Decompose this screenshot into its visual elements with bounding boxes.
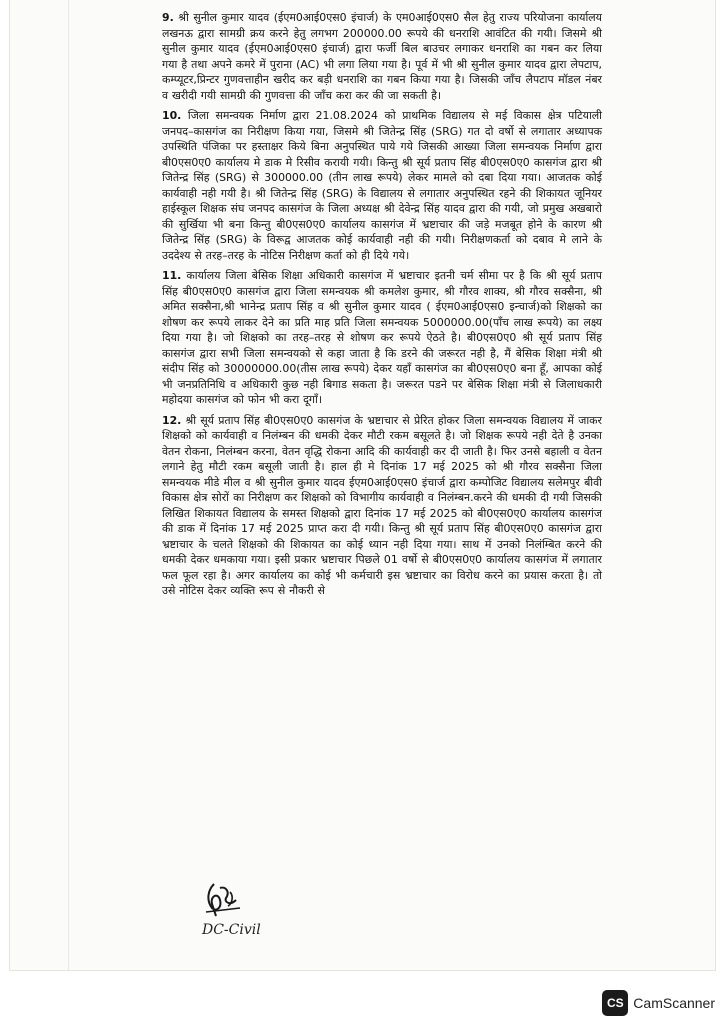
paragraph-12 bbox=[162, 413, 602, 599]
camscanner-watermark bbox=[602, 990, 715, 1016]
paragraph-text: श्री सूर्य प्रताप सिंह बी0एस0ए0 कासगंज के भ्रष्टाचार से प्रेरित होकर जिला समन्वयक विद्यालय में जाकर शिक्षको को कार्यवाही व निलंम्बन की धमकी देकर मौटी रकम बसूलते है। जो शिक्षक रूपये नही देते है उनका वेतन रोकना, निलंम्बन करना, वेतन वृद्धि रोकना आदि की कार्यवाही कर दी जाती है। फिर उनसे बहाली व वेतन लगाने हेतु मौटी रकम बसूली जाती है। हाल ही मे दिनांक 17 मई 2025 को श्री गौरव सक्सैना जिला समन्वयक मीडे मील व श्री सुनील कुमार यादव ईएम0आई0एस0 इंचार्ज द्वारा कम्पोजिट विद्यालय सलेमपुर बीवी विकास क्षेत्र सोरों का निरीक्षण कर शिक्षको को विभागीय कार्यवाही व निलंम्बन.करने की धमकी दी गयी जिसकी लिखित शिकायत विद्यालय के समस्त शिक्षको द्वारा दिनांक 17 मई 2025 को बी0एस0ए0 कार्यालय कासगंज की डाक में दिनांक 17 मई 2025 प्राप्त करा दी गयी। किन्तु श्री सूर्य प्रताप सिंह बी0एस0ए0 कासगंज द्वारा भ्रष्टाचार के चलते शिक्षको की शिकायत का कोई ध्यान नही दिया गया। साथ में उनको निलंम्बित करने की धमकी देकर धमकाया गया। इसी प्रकार भ्रष्टाचार पिछले 01 वर्षो से बी0एस0ए0 कार्यालय कासगंज में लगातार फल फूल रहा है। अगर कार्यालय का कोई भी कर्मचारी इस भ्रष्टाचार का विरोध करने का प्रयास करता है। तो उसे नोटिस देकर व्यक्ति रूप से नौकरी से bbox=[162, 413, 603, 597]
paragraph-number: 11. bbox=[162, 269, 182, 282]
paragraph-number: 10. bbox=[162, 109, 182, 122]
camscanner-logo-icon: CS bbox=[602, 990, 628, 1016]
paragraph-number: 12. bbox=[162, 413, 182, 427]
page-fold-line bbox=[68, 0, 69, 970]
paragraph-text: जिला समन्वयक निर्माण द्वारा 21.08.2024 को प्राथमिक विद्यालय से मई विकास क्षेत्र पटियाली जनपद–कासगंज का निरीक्षण किया गया, जिसमे श्री जितेन्द्र सिंह (SRG) गत दो वर्षो से लगातार अध्यापक उपस्थिति पंजिका पर हस्ताक्षर किये बिना अनुपस्थित पाये गये जिसकी आख्या जिला समन्वयक निर्माण द्वारा बी0एस0ए0 कार्यालय मे डाक मे रिसीव करायी गयी। किन्तु श्री सूर्य प्रताप सिंह बी0एस0ए0 कासगंज द्वारा श्री जितेन्द्र सिंह (SRG) से 300000.00 (तीन लाख रूपये) लेकर मामले को दबा दिया गया। आजतक कोई कार्यवाही नही गयी है। श्री जितेन्द्र सिंह (SRG) के विद्यालय से लगातार अनुपस्थित रहने की शिकायत जूनियर हाईस्कूल शिक्षक संघ जनपद कासगंज के जिला अध्यक्ष श्री देवेन्द्र सिंह यादव द्वारा की गयी, जो प्रमुख अखबारो की सुर्खिया भी बना किन्तु बी0एस0ए0 कार्यालय कासगंज में भ्रष्टाचार की जड़े मजबूत होने के कारण श्री जितेन्द्र सिंह (SRG) के विरूद्व आजतक कोई कार्यवाही नही की गयी। निरीक्षणकर्ता को दबाव मे लाने के उददेश्य से तरह–तरह के नोटिस निरीक्षण कर्ता को ही दिये गये। bbox=[162, 109, 602, 262]
letter-body bbox=[162, 10, 602, 604]
paragraph-text: कार्यालय जिला बेसिक शिक्षा अधिकारी कासगंज में भ्रष्टाचार इतनी चर्म सीमा पर है कि श्री सूर्य प्रताप सिंह बी0एस0ए0 कासगंज द्वारा जिला समन्वयक श्री कमलेश कुमार, श्री गौरव शाक्य, श्री गौरव सक्सैना, श्री अमित सक्सैना,श्री भानेन्द्र प्रताप सिंह व श्री सुनील कुमार यादव ( ईएम0आई0एस0 इन्चार्ज)को शिक्षको का शोषण कर रूपये लाकर देने का प्रति माह प्रति जिला समन्वयक 5000000.00(पाँच लाख रूपये) का लक्ष्य दिया गया है। जो शिक्षको का तरह–तरह से शोषण कर रूपये ऐठते है। बी0एस0ए0 श्री सूर्य प्रताप सिंह कासगंज द्वारा सभी जिला समन्वयको से कहा जाता है कि डरने की जरूरत नही है, मैं बेसिक शिक्षा मंत्री श्री संदीप सिंह को 30000000.00(तीस लाख रूपये) देकर यहाँ कासगंज का बी0एस0ए0 बना हूँ, आपका कोई भी जनप्रतिनिधि व अधिकारी कुछ नही बिगाड सकता है। जरूरत पडने पर बेसिक शिक्षा मंत्री से जिलाधकारी महोदया कासगंज को फोन भी करा दूगाँ। bbox=[162, 269, 602, 406]
camscanner-label: CamScanner bbox=[633, 995, 715, 1011]
document-page bbox=[10, 0, 715, 970]
signature-icon bbox=[200, 878, 250, 920]
paragraph-number: 9. bbox=[162, 11, 174, 24]
paragraph-9 bbox=[162, 10, 602, 103]
signature-note: DC-Civil bbox=[202, 922, 261, 938]
paragraph-text: श्री सुनील कुमार यादव (ईएम0आई0एस0 इंचार्ज) के एम0आई0एस0 सैल हेतु राज्य परियोजना कार्यालय लखनऊ द्वारा सामग्री क्रय करने हेतु लगभग 200000.00 रूपये की धनराशि आवंटित की गयी। जिसमे श्री सुनील कुमार यादव (ईएम0आई0एस0 इंचार्ज) द्वारा फर्जी बिल बाउचर लगाकर धनराशि का गबन कर लिया गया है तथा अपने कमरे में पुराना (AC) भी लगा लिया गया है। पूर्व में भी श्री सुनील कुमार यादव द्वारा लेपटाप, कम्प्यूटर,प्रिन्टर गुणवत्ताहीन खरीद कर बड़ी धनराशि का गबन किया गया है। जिसकी जाँच लैपटाप मॉडल नंबर व खरीदी गयी सामग्री की गुणवत्ता की जाँच करा कर की जा सकती है। bbox=[162, 11, 602, 102]
paragraph-11 bbox=[162, 268, 602, 408]
signature-block bbox=[190, 878, 310, 948]
paragraph-10 bbox=[162, 108, 602, 263]
